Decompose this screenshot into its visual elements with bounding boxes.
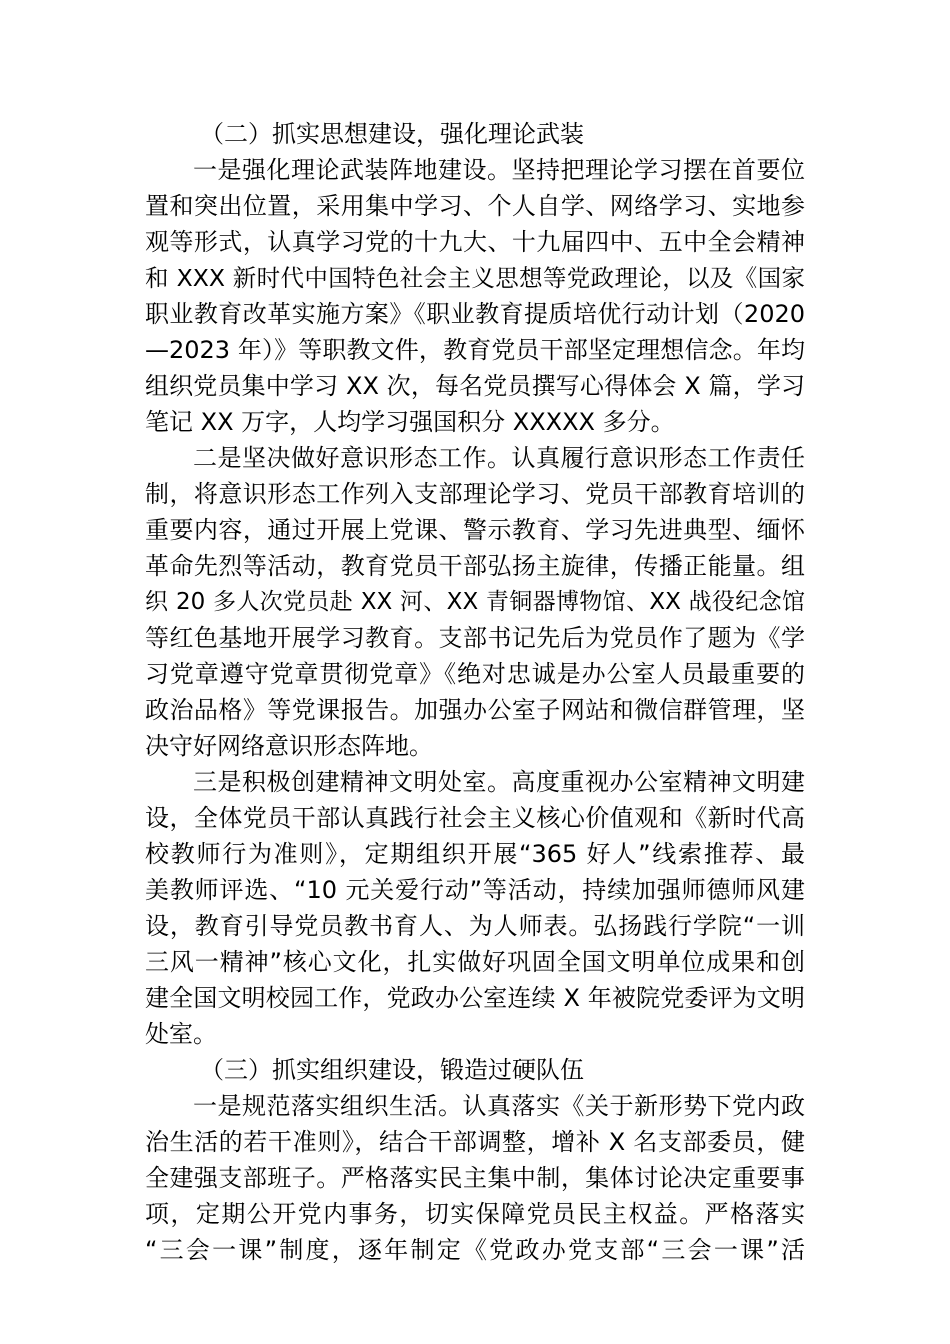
paragraph-4-line-1: 一是规范落实组织生活。认真落实《关于新形势下党内政 (193, 1092, 805, 1120)
paragraph-3-line-4: 美教师评选、“10 元关爱行动”等活动，持续加强师德师风建 (145, 876, 805, 904)
paragraph-2-line-9: 决守好网络意识形态阵地。 (145, 732, 433, 760)
paragraph-3-line-1: 三是积极创建精神文明处室。高度重视办公室精神文明建 (193, 768, 805, 796)
section-heading-3: （三）抓实组织建设，锻造过硬队伍 (200, 1056, 584, 1084)
paragraph-1-line-4: 和 XXX 新时代中国特色社会主义思想等党政理论，以及《国家 (145, 264, 805, 292)
paragraph-4-line-2: 治生活的若干准则》，结合干部调整，增补 X 名支部委员，健 (145, 1128, 805, 1156)
paragraph-1-line-6: —2023 年）》等职教文件，教育党员干部坚定理想信念。年均 (145, 336, 805, 364)
paragraph-2-line-5: 织 20 多人次党员赴 XX 河、XX 青铜器博物馆、XX 战役纪念馆 (145, 589, 805, 615)
paragraph-3-line-8: 处室。 (145, 1020, 217, 1048)
paragraph-4-line-5: “三会一课”制度，逐年制定《党政办党支部“三会一课”活 (145, 1236, 805, 1264)
paragraph-3-line-5: 设，教育引导党员教书育人、为人师表。弘扬践行学院“一训 (145, 912, 805, 940)
paragraph-2-line-4: 革命先烈等活动，教育党员干部弘扬主旋律，传播正能量。组 (145, 552, 805, 580)
paragraph-3-line-3: 校教师行为准则》，定期组织开展“365 好人”线索推荐、最 (145, 840, 805, 868)
paragraph-4-line-3: 全建强支部班子。严格落实民主集中制，集体讨论决定重要事 (145, 1164, 805, 1192)
paragraph-2-line-7: 习党章遵守党章贯彻党章》《绝对忠诚是办公室人员最重要的 (145, 660, 805, 688)
paragraph-1-line-8: 笔记 XX 万字，人均学习强国积分 XXXXX 多分。 (145, 408, 675, 436)
paragraph-2-line-2: 制，将意识形态工作列入支部理论学习、党员干部教育培训的 (145, 480, 805, 508)
paragraph-3-line-7: 建全国文明校园工作，党政办公室连续 X 年被院党委评为文明 (145, 984, 805, 1012)
paragraph-1-line-7: 组织党员集中学习 XX 次，每名党员撰写心得体会 X 篇，学习 (145, 372, 805, 400)
paragraph-4-line-4: 项，定期公开党内事务，切实保障党员民主权益。严格落实 (145, 1200, 805, 1228)
paragraph-2-line-1: 二是坚决做好意识形态工作。认真履行意识形态工作责任 (193, 444, 805, 472)
paragraph-2-line-3: 重要内容，通过开展上党课、警示教育、学习先进典型、缅怀 (145, 516, 805, 544)
section-heading-2: （二）抓实思想建设，强化理论武装 (200, 120, 584, 148)
paragraph-1-line-5: 职业教育改革实施方案》《职业教育提质培优行动计划（2020 (145, 300, 805, 328)
paragraph-2-line-6: 等红色基地开展学习教育。支部书记先后为党员作了题为《学 (145, 624, 805, 652)
paragraph-3-line-2: 设，全体党员干部认真践行社会主义核心价值观和《新时代高 (145, 804, 805, 832)
paragraph-1-line-3: 观等形式，认真学习党的十九大、十九届四中、五中全会精神 (145, 228, 805, 256)
paragraph-2-line-8: 政治品格》等党课报告。加强办公室子网站和微信群管理，坚 (145, 696, 805, 724)
paragraph-1-line-2: 置和突出位置，采用集中学习、个人自学、网络学习、实地参 (145, 192, 805, 220)
paragraph-1-line-1: 一是强化理论武装阵地建设。坚持把理论学习摆在首要位 (193, 156, 805, 184)
paragraph-3-line-6: 三风一精神”核心文化，扎实做好巩固全国文明单位成果和创 (145, 948, 805, 976)
